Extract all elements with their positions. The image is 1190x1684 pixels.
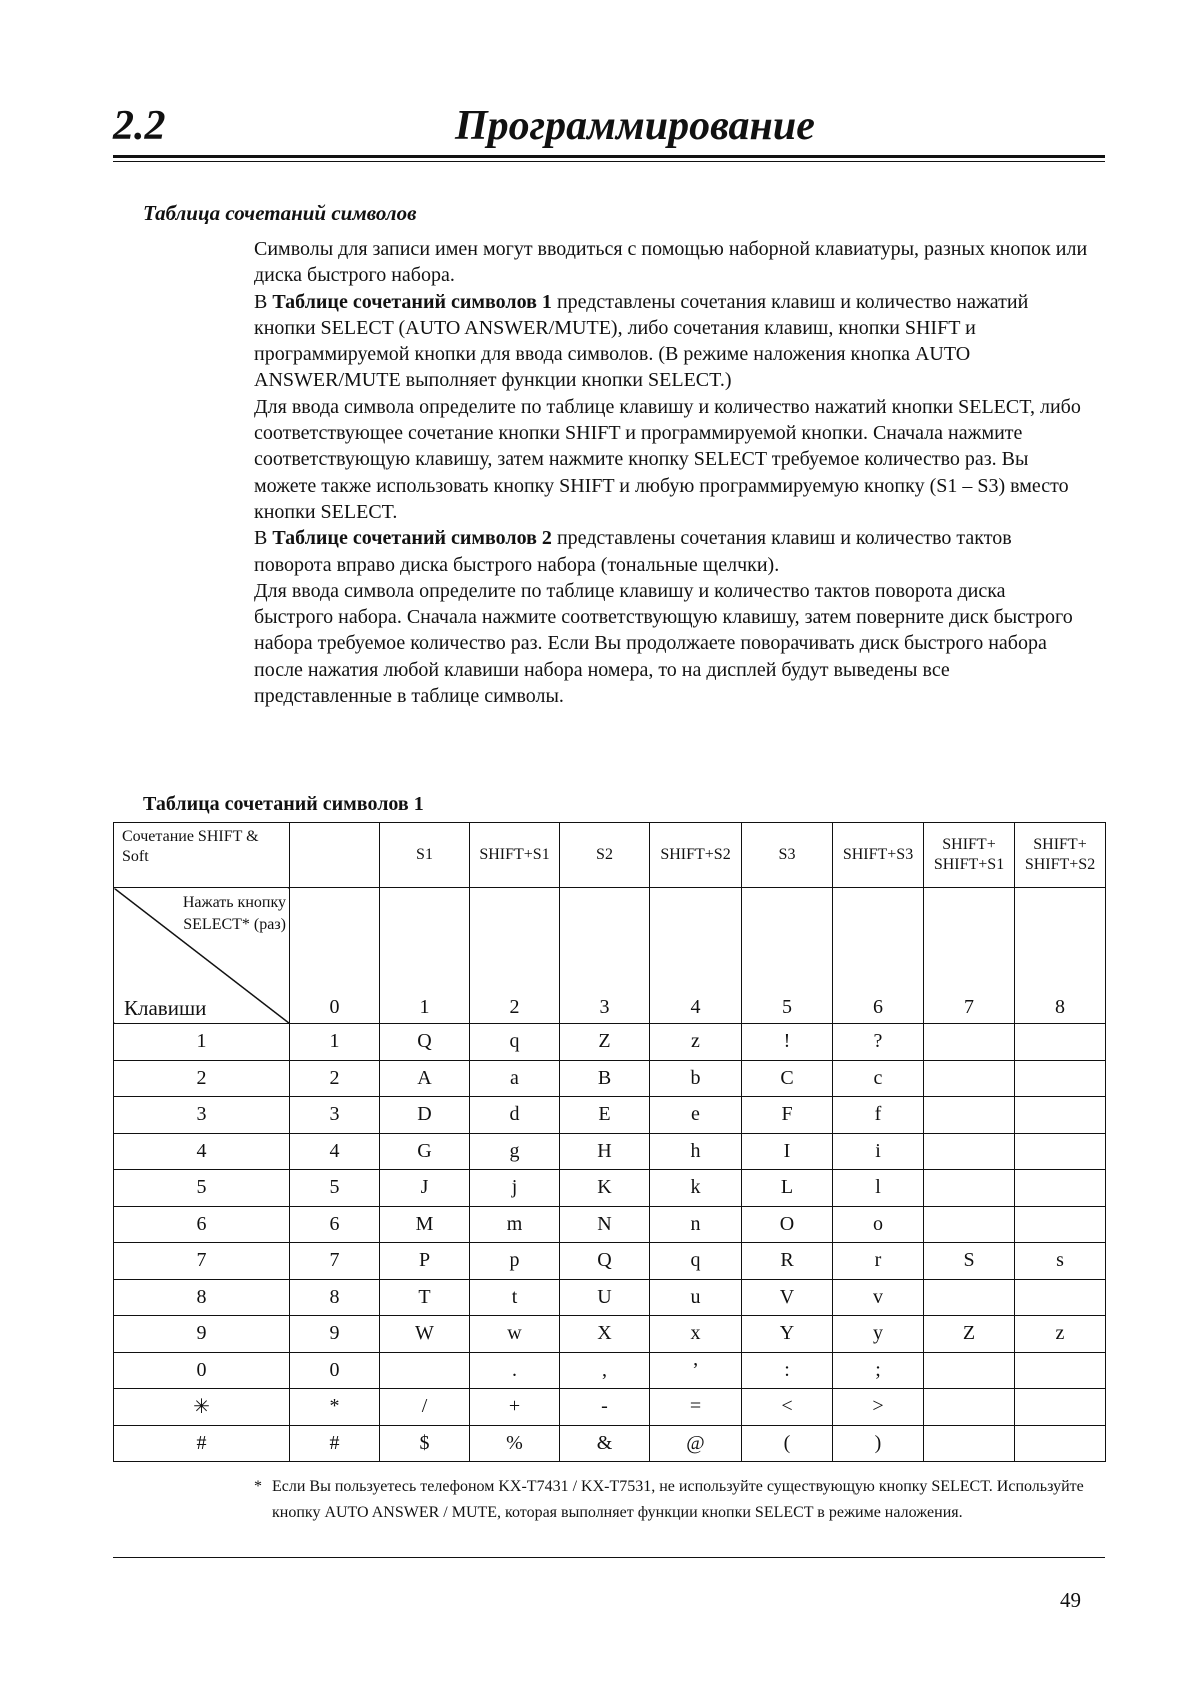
character-cell <box>1015 1097 1106 1134</box>
key-cell: 8 <box>114 1279 290 1316</box>
character-cell: L <box>742 1170 833 1207</box>
shift-header-cell: SHIFT+S1 <box>470 823 560 888</box>
page-number: 49 <box>1060 1588 1081 1612</box>
character-cell: 6 <box>290 1206 380 1243</box>
character-cell: y <box>833 1316 924 1353</box>
character-cell: = <box>650 1389 742 1426</box>
subsection-title: Таблица сочетаний символов <box>143 201 417 225</box>
character-cell: % <box>470 1425 560 1462</box>
character-cell <box>380 1352 470 1389</box>
header-rule-thin <box>113 161 1105 162</box>
character-cell <box>1015 1279 1106 1316</box>
character-cell: h <box>650 1133 742 1170</box>
key-cell: 2 <box>114 1060 290 1097</box>
character-cell: ’ <box>650 1352 742 1389</box>
character-cell: C <box>742 1060 833 1097</box>
character-cell <box>924 1206 1015 1243</box>
table-row <box>114 1243 1106 1280</box>
character-cell <box>1015 1170 1106 1207</box>
shift-header-cell: S2 <box>560 823 650 888</box>
character-cell: P <box>380 1243 470 1280</box>
character-cell: l <box>833 1170 924 1207</box>
character-cell <box>924 1425 1015 1462</box>
diagonal-header-cell <box>114 888 290 1024</box>
table-row <box>114 1389 1106 1426</box>
character-cell: f <box>833 1097 924 1134</box>
character-cell <box>924 1133 1015 1170</box>
character-cell: O <box>742 1206 833 1243</box>
table-row <box>114 1133 1106 1170</box>
table-row <box>114 1060 1106 1097</box>
key-cell: 1 <box>114 1024 290 1061</box>
shift-soft-header: Сочетание SHIFT & Soft <box>114 823 290 888</box>
character-cell: ? <box>833 1024 924 1061</box>
character-cell <box>1015 1024 1106 1061</box>
key-cell: 7 <box>114 1243 290 1280</box>
shift-header-cell: SHIFT+ SHIFT+S2 <box>1015 823 1106 888</box>
character-cell <box>1015 1060 1106 1097</box>
paragraph-5: Для ввода символа определите по таблице клавишу и количество тактов поворота диска быстрого набора. Сначала нажмите соответствующую клавишу, затем поверните диск быстрого набора требуемое количество раз. Если Вы продолжаете поворачивать диск быстрого набора после нажатия любой клавиши набора номера, то на дисплей будут выведены все представленные в таблице символы. <box>254 579 1073 708</box>
character-cell: g <box>470 1133 560 1170</box>
character-cell: 2 <box>290 1060 380 1097</box>
character-cell: & <box>560 1425 650 1462</box>
character-cell: m <box>470 1206 560 1243</box>
character-cell: z <box>1015 1316 1106 1353</box>
character-cell: K <box>560 1170 650 1207</box>
character-cell: t <box>470 1279 560 1316</box>
character-cell <box>1015 1133 1106 1170</box>
character-cell: 3 <box>290 1097 380 1134</box>
character-cell: i <box>833 1133 924 1170</box>
key-cell: 5 <box>114 1170 290 1207</box>
key-cell: # <box>114 1425 290 1462</box>
paragraph-2: В Таблице сочетаний символов 1 представлены сочетания клавиш и количество нажатий кнопки SELECT (AUTO ANSWER/MUTE), либо сочетания клавиш, кнопки SHIFT и программируемой кнопки для ввода символов. (В режиме наложения кнопка AUTO ANSWER/MUTE выполняет функции кнопки SELECT.) <box>254 290 1029 392</box>
character-cell: p <box>470 1243 560 1280</box>
character-cell <box>924 1060 1015 1097</box>
paragraph-4: В Таблице сочетаний символов 2 представлены сочетания клавиш и количество тактов поворота вправо диска быстрого набора (тональные щелчки). <box>254 527 1012 576</box>
character-cell: 9 <box>290 1316 380 1353</box>
character-cell: A <box>380 1060 470 1097</box>
character-cell: u <box>650 1279 742 1316</box>
footnote-text: Если Вы пользуетесь телефоном KX-T7431 / KX-T7531, не используйте существующую кнопку SELECT. Используйте кнопку AUTO ANSWER / MUTE, которая выполняет функции кнопки SELECT в режиме наложения. <box>272 1478 1084 1521</box>
character-cell: U <box>560 1279 650 1316</box>
shift-header-cell: S3 <box>742 823 833 888</box>
shift-header-cell: SHIFT+S3 <box>833 823 924 888</box>
character-cell <box>1015 1389 1106 1426</box>
character-cell: Z <box>924 1316 1015 1353</box>
table-row <box>114 1316 1106 1353</box>
character-cell: / <box>380 1389 470 1426</box>
table-row <box>114 1352 1106 1389</box>
character-cell: j <box>470 1170 560 1207</box>
table-2-reference: Таблице сочетаний символов 2 <box>272 527 552 550</box>
character-cell: R <box>742 1243 833 1280</box>
footnote-mark: * <box>254 1478 262 1495</box>
select-count-cell: 5 <box>742 888 833 1024</box>
character-cell: Q <box>380 1024 470 1061</box>
character-cell: ; <box>833 1352 924 1389</box>
character-cell: # <box>290 1425 380 1462</box>
character-cell: k <box>650 1170 742 1207</box>
shift-header-cell: SHIFT+ SHIFT+S1 <box>924 823 1015 888</box>
paragraph-3: Для ввода символа определите по таблице клавишу и количество нажатий кнопки SELECT, либо соответствующее сочетание кнопки SHIFT и программируемой кнопки. Сначала нажмите соответствующую клавишу, затем нажмите кнопку SELECT требуемое количество раз. Вы можете также использовать кнопку SHIFT и любую программируемую кнопку (S1 – S3) вместо кнопки SELECT. <box>254 395 1081 523</box>
key-cell: 9 <box>114 1316 290 1353</box>
character-cell: b <box>650 1060 742 1097</box>
select-count-cell: 0 <box>290 888 380 1024</box>
keys-label: Клавиши <box>124 996 207 1020</box>
select-press-label: Нажать кнопку SELECT* (раз) <box>182 894 286 933</box>
character-cell <box>924 1170 1015 1207</box>
character-cell: . <box>470 1352 560 1389</box>
character-cell: J <box>380 1170 470 1207</box>
character-cell <box>1015 1206 1106 1243</box>
select-count-cell: 7 <box>924 888 1015 1024</box>
character-cell: a <box>470 1060 560 1097</box>
character-cell: * <box>290 1389 380 1426</box>
shift-header-cell <box>290 823 380 888</box>
character-cell: d <box>470 1097 560 1134</box>
select-count-cell: 6 <box>833 888 924 1024</box>
character-cell: F <box>742 1097 833 1134</box>
shift-header-cell: SHIFT+S2 <box>650 823 742 888</box>
table-row <box>114 1097 1106 1134</box>
footnote <box>254 1474 1094 1526</box>
character-cell: > <box>833 1389 924 1426</box>
character-cell: , <box>560 1352 650 1389</box>
section-number: 2.2 <box>113 103 166 149</box>
table-row <box>114 1425 1106 1462</box>
character-cell: < <box>742 1389 833 1426</box>
character-cell: v <box>833 1279 924 1316</box>
character-cell: - <box>560 1389 650 1426</box>
table-caption: Таблица сочетаний символов 1 <box>143 793 424 815</box>
select-count-cell: 3 <box>560 888 650 1024</box>
character-cell: $ <box>380 1425 470 1462</box>
character-cell: r <box>833 1243 924 1280</box>
character-cell: o <box>833 1206 924 1243</box>
character-cell: B <box>560 1060 650 1097</box>
character-cell: x <box>650 1316 742 1353</box>
character-cell: n <box>650 1206 742 1243</box>
character-cell <box>1015 1425 1106 1462</box>
character-cell: ( <box>742 1425 833 1462</box>
character-cell: Y <box>742 1316 833 1353</box>
key-cell: ✳ <box>114 1389 290 1426</box>
character-cell: M <box>380 1206 470 1243</box>
character-cell: q <box>650 1243 742 1280</box>
key-cell: 4 <box>114 1133 290 1170</box>
character-cell: @ <box>650 1425 742 1462</box>
character-cell <box>924 1279 1015 1316</box>
key-cell: 6 <box>114 1206 290 1243</box>
character-cell: V <box>742 1279 833 1316</box>
character-cell: ! <box>742 1024 833 1061</box>
character-cell: 8 <box>290 1279 380 1316</box>
character-cell: G <box>380 1133 470 1170</box>
character-cell: D <box>380 1097 470 1134</box>
character-cell: H <box>560 1133 650 1170</box>
character-cell: : <box>742 1352 833 1389</box>
character-combination-table <box>113 822 1106 1462</box>
character-cell: W <box>380 1316 470 1353</box>
character-cell <box>924 1352 1015 1389</box>
character-cell: c <box>833 1060 924 1097</box>
select-count-cell: 1 <box>380 888 470 1024</box>
character-cell: + <box>470 1389 560 1426</box>
character-cell: q <box>470 1024 560 1061</box>
character-cell: Q <box>560 1243 650 1280</box>
character-cell: z <box>650 1024 742 1061</box>
table-row <box>114 1024 1106 1061</box>
character-cell: 5 <box>290 1170 380 1207</box>
shift-header-row <box>114 823 1106 888</box>
character-cell <box>924 1097 1015 1134</box>
chapter-title: Программирование <box>455 103 815 149</box>
character-cell: 0 <box>290 1352 380 1389</box>
character-cell: X <box>560 1316 650 1353</box>
select-count-cell: 8 <box>1015 888 1106 1024</box>
shift-header-cell: S1 <box>380 823 470 888</box>
footer-rule <box>113 1557 1105 1558</box>
table-row <box>114 1206 1106 1243</box>
character-cell <box>924 1389 1015 1426</box>
character-cell: I <box>742 1133 833 1170</box>
character-cell <box>1015 1352 1106 1389</box>
table-row <box>114 1170 1106 1207</box>
character-cell: w <box>470 1316 560 1353</box>
select-count-row <box>114 888 1106 1024</box>
select-count-cell: 4 <box>650 888 742 1024</box>
character-cell: 4 <box>290 1133 380 1170</box>
table-1-reference: Таблице сочетаний символов 1 <box>272 290 552 313</box>
character-cell: S <box>924 1243 1015 1280</box>
character-cell: ) <box>833 1425 924 1462</box>
character-cell: s <box>1015 1243 1106 1280</box>
key-cell: 3 <box>114 1097 290 1134</box>
character-cell: E <box>560 1097 650 1134</box>
header-rule-thick <box>113 155 1105 158</box>
character-cell: N <box>560 1206 650 1243</box>
character-cell: 7 <box>290 1243 380 1280</box>
table-row <box>114 1279 1106 1316</box>
paragraph-1: Символы для записи имен могут вводиться с помощью наборной клавиатуры, разных кнопок или диска быстрого набора. <box>254 238 1088 287</box>
body-text <box>254 236 1089 709</box>
select-count-cell: 2 <box>470 888 560 1024</box>
key-cell: 0 <box>114 1352 290 1389</box>
character-cell <box>924 1024 1015 1061</box>
character-cell: e <box>650 1097 742 1134</box>
character-cell: 1 <box>290 1024 380 1061</box>
character-cell: T <box>380 1279 470 1316</box>
character-cell: Z <box>560 1024 650 1061</box>
